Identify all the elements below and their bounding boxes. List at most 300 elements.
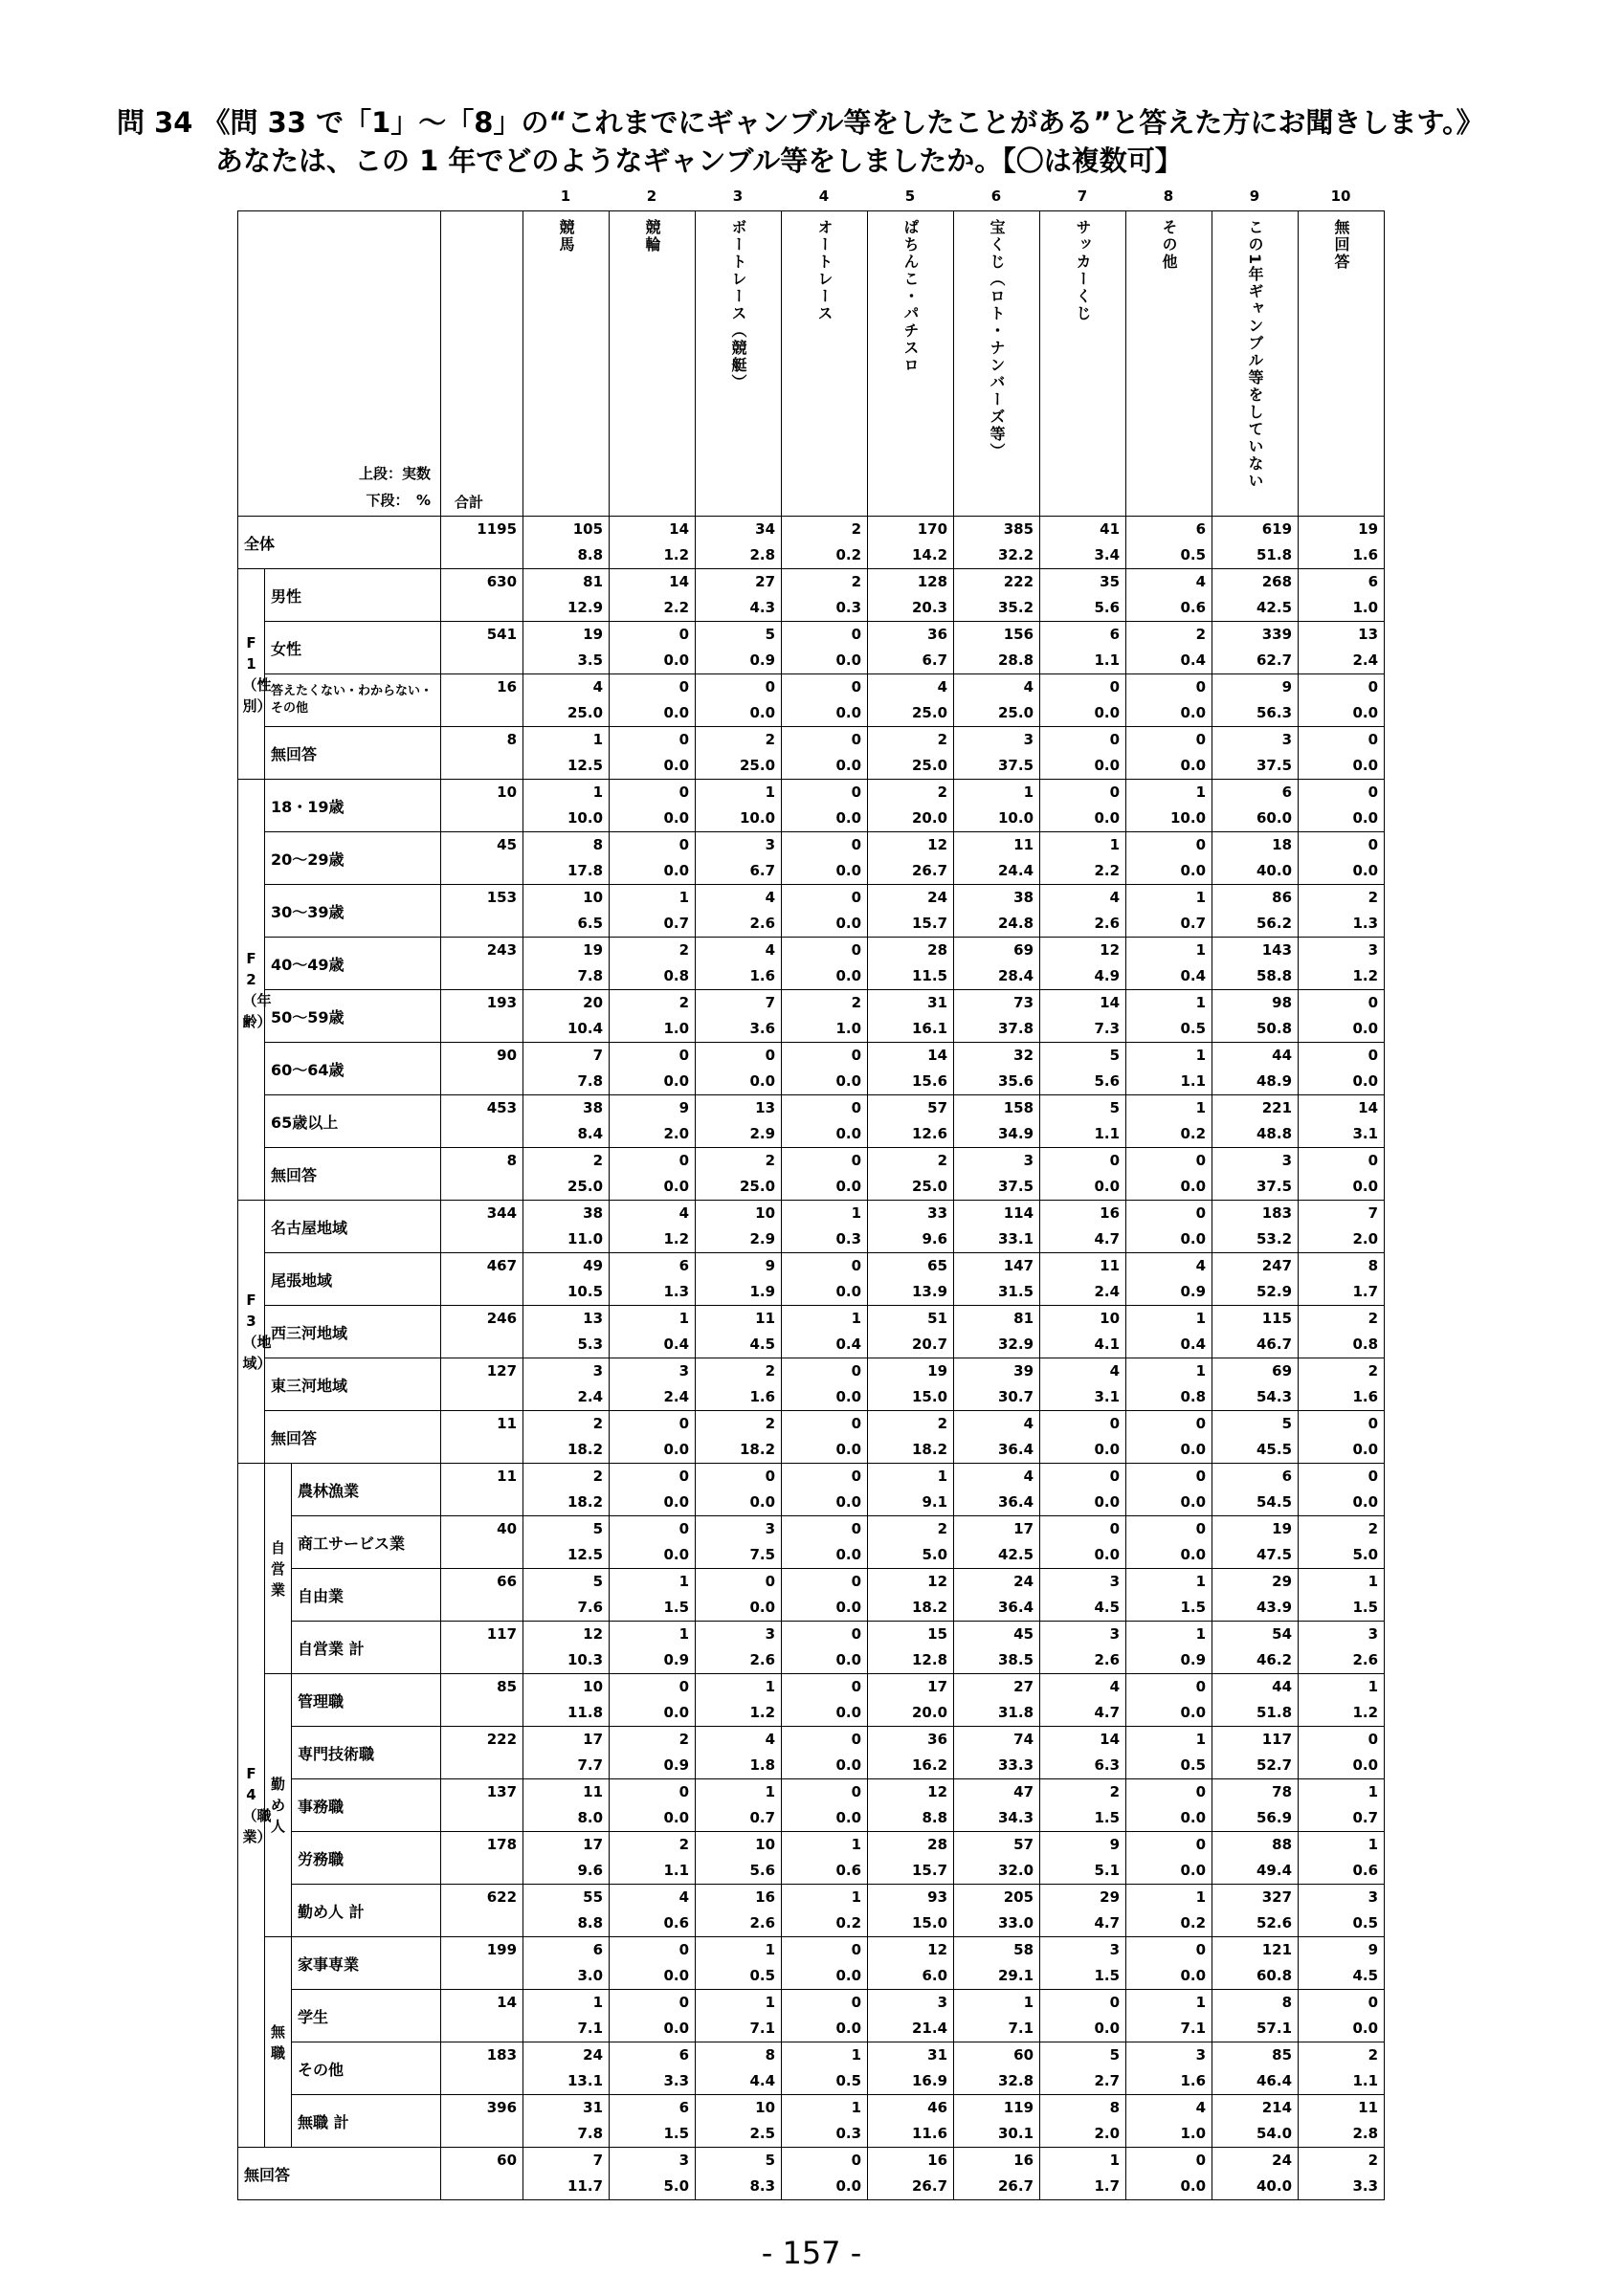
count-value: 1 bbox=[851, 2046, 862, 2064]
data-cell bbox=[610, 674, 696, 727]
percent-value: 32.8 bbox=[998, 2072, 1034, 2089]
data-cell bbox=[1040, 938, 1126, 990]
table-row bbox=[238, 569, 1385, 622]
count-value: 1 bbox=[592, 731, 604, 748]
percent-value: 0.0 bbox=[835, 1178, 862, 1195]
percent-value: 7.1 bbox=[577, 2020, 604, 2037]
data-cell bbox=[1040, 1885, 1126, 1937]
count-value: 2 bbox=[937, 1520, 948, 1537]
column-header bbox=[1040, 211, 1126, 517]
data-cell bbox=[782, 622, 868, 674]
percent-value: 1.5 bbox=[663, 1599, 690, 1616]
table-row bbox=[238, 1937, 1385, 1990]
percent-value: 53.2 bbox=[1256, 1230, 1293, 1247]
count-value: 5 bbox=[592, 1573, 604, 1590]
count-value: 19 bbox=[583, 626, 604, 643]
data-cell bbox=[782, 2095, 868, 2148]
percent-value: 2.2 bbox=[1094, 862, 1121, 879]
percent-value: 26.7 bbox=[912, 862, 948, 879]
column-header bbox=[1299, 211, 1385, 517]
count-value: 35 bbox=[1100, 573, 1121, 590]
count-value: 1 bbox=[851, 1310, 862, 1327]
count-value: 1 bbox=[851, 2099, 862, 2116]
count-value: 1 bbox=[1367, 1678, 1379, 1695]
data-cell bbox=[1299, 1727, 1385, 1779]
percent-value: 11.5 bbox=[912, 967, 948, 984]
data-cell bbox=[523, 885, 610, 938]
count-value: 0 bbox=[851, 678, 862, 695]
data-cell bbox=[1040, 1674, 1126, 1727]
data-cell bbox=[610, 1306, 696, 1358]
data-cell bbox=[523, 1674, 610, 1727]
count-value: 15 bbox=[927, 1625, 948, 1643]
percent-value: 0.8 bbox=[1180, 1388, 1207, 1405]
data-cell bbox=[523, 832, 610, 885]
data-cell bbox=[1126, 622, 1212, 674]
count-value: 0 bbox=[1195, 1520, 1207, 1537]
percent-value: 1.2 bbox=[1352, 1704, 1379, 1721]
data-cell bbox=[954, 1990, 1040, 2042]
count-value: 4 bbox=[1023, 1415, 1034, 1432]
percent-value: 0.9 bbox=[1180, 1651, 1207, 1668]
count-value: 143 bbox=[1261, 941, 1293, 959]
count-value: 1 bbox=[765, 1678, 776, 1695]
count-value: 0 bbox=[678, 731, 690, 748]
data-cell bbox=[523, 674, 610, 727]
data-cell bbox=[782, 780, 868, 832]
count-value: 0 bbox=[1195, 1678, 1207, 1695]
percent-value: 24.8 bbox=[998, 915, 1034, 932]
count-value: 619 bbox=[1261, 520, 1293, 538]
data-cell bbox=[696, 938, 782, 990]
percent-value: 37.8 bbox=[998, 1020, 1034, 1037]
count-value: 0 bbox=[678, 1047, 690, 1064]
count-value: 0 bbox=[851, 1415, 862, 1432]
data-cell bbox=[1299, 1990, 1385, 2042]
data-cell bbox=[696, 1095, 782, 1148]
count-value: 12 bbox=[927, 1573, 948, 1590]
count-value: 38 bbox=[583, 1204, 604, 1222]
count-value: 1 bbox=[678, 1310, 690, 1327]
data-cell bbox=[696, 1253, 782, 1306]
count-value: 55 bbox=[583, 1888, 604, 1906]
data-cell bbox=[523, 1043, 610, 1095]
percent-value: 4.7 bbox=[1094, 1230, 1121, 1247]
data-cell bbox=[1299, 885, 1385, 938]
percent-value: 18.2 bbox=[912, 1441, 948, 1458]
count-value: 81 bbox=[583, 573, 604, 590]
row-label: 勤め人 計 bbox=[292, 1885, 441, 1937]
count-value: 17 bbox=[1013, 1520, 1034, 1537]
data-cell bbox=[868, 1516, 954, 1569]
table-row bbox=[238, 2148, 1385, 2200]
data-cell bbox=[610, 1937, 696, 1990]
count-value: 1 bbox=[1023, 784, 1034, 801]
group-label-text: F3（地域） bbox=[242, 1292, 272, 1372]
data-cell bbox=[1212, 832, 1299, 885]
total-value: 66 bbox=[497, 1573, 518, 1590]
count-value: 3 bbox=[937, 1994, 948, 2011]
percent-value: 10.0 bbox=[740, 809, 776, 827]
count-value: 14 bbox=[1358, 1099, 1379, 1116]
percent-value: 24.4 bbox=[998, 862, 1034, 879]
percent-value: 25.0 bbox=[740, 757, 776, 774]
count-value: 4 bbox=[678, 1204, 690, 1222]
data-cell bbox=[610, 1569, 696, 1622]
data-cell bbox=[1126, 1622, 1212, 1674]
percent-value: 0.9 bbox=[663, 1756, 690, 1774]
group-label bbox=[238, 780, 272, 1201]
column-header bbox=[782, 211, 868, 517]
percent-value: 26.7 bbox=[998, 2177, 1034, 2195]
data-cell bbox=[610, 2148, 696, 2200]
data-cell bbox=[1299, 674, 1385, 727]
data-cell bbox=[696, 1990, 782, 2042]
percent-value: 52.7 bbox=[1256, 1756, 1293, 1774]
percent-value: 48.8 bbox=[1256, 1125, 1293, 1142]
column-numbers bbox=[237, 188, 1384, 210]
count-value: 3 bbox=[765, 1520, 776, 1537]
table-row bbox=[238, 1306, 1385, 1358]
count-value: 1 bbox=[1195, 1362, 1207, 1380]
percent-value: 0.5 bbox=[1180, 1020, 1207, 1037]
row-label: その他 bbox=[292, 2042, 441, 2095]
data-cell bbox=[1126, 780, 1212, 832]
count-value: 4 bbox=[765, 1731, 776, 1748]
count-value: 10 bbox=[1100, 1310, 1121, 1327]
percent-value: 37.5 bbox=[1256, 1178, 1293, 1195]
count-value: 205 bbox=[1003, 1888, 1034, 1906]
count-value: 5 bbox=[765, 626, 776, 643]
table-row bbox=[238, 780, 1385, 832]
table-row bbox=[238, 2042, 1385, 2095]
total-value: 467 bbox=[486, 1257, 518, 1274]
data-cell bbox=[610, 569, 696, 622]
count-value: 0 bbox=[765, 1047, 776, 1064]
total-value: 45 bbox=[497, 836, 518, 853]
percent-value: 0.0 bbox=[1094, 809, 1121, 827]
data-cell bbox=[954, 1832, 1040, 1885]
row-label: 20～29歳 bbox=[265, 832, 441, 885]
row-label: 無回答 bbox=[265, 727, 441, 780]
data-cell bbox=[1126, 1464, 1212, 1516]
count-value: 3 bbox=[1109, 1625, 1121, 1643]
column-number: 9 bbox=[1249, 188, 1260, 205]
percent-value: 1.2 bbox=[1352, 967, 1379, 984]
percent-value: 0.0 bbox=[1352, 2020, 1379, 2037]
count-value: 2 bbox=[937, 784, 948, 801]
count-value: 268 bbox=[1261, 573, 1293, 590]
count-value: 3 bbox=[1367, 1625, 1379, 1643]
data-cell bbox=[1126, 1148, 1212, 1201]
group-label bbox=[238, 1201, 272, 1464]
data-cell bbox=[954, 780, 1040, 832]
percent-value: 1.2 bbox=[663, 1230, 690, 1247]
count-value: 4 bbox=[592, 678, 604, 695]
percent-value: 18.2 bbox=[567, 1441, 604, 1458]
data-cell bbox=[1126, 2148, 1212, 2200]
data-cell bbox=[868, 1148, 954, 1201]
count-value: 5 bbox=[1109, 1047, 1121, 1064]
percent-value: 1.0 bbox=[663, 1020, 690, 1037]
percent-value: 0.0 bbox=[1180, 1178, 1207, 1195]
percent-value: 20.0 bbox=[912, 1704, 948, 1721]
row-label: 商工サービス業 bbox=[292, 1516, 441, 1569]
column-number: 10 bbox=[1330, 188, 1351, 205]
data-cell bbox=[1299, 2042, 1385, 2095]
count-value: 0 bbox=[1109, 1520, 1121, 1537]
percent-value: 15.0 bbox=[912, 1388, 948, 1405]
data-cell bbox=[696, 1464, 782, 1516]
count-value: 2 bbox=[678, 1836, 690, 1853]
count-value: 33 bbox=[927, 1204, 948, 1222]
data-cell bbox=[1299, 1358, 1385, 1411]
count-value: 12 bbox=[927, 1783, 948, 1800]
total-cell bbox=[441, 1148, 523, 1201]
table-row bbox=[238, 990, 1385, 1043]
percent-value: 0.2 bbox=[1180, 1914, 1207, 1932]
count-value: 128 bbox=[917, 573, 948, 590]
data-cell bbox=[1126, 1306, 1212, 1358]
percent-value: 12.6 bbox=[912, 1125, 948, 1142]
percent-value: 0.0 bbox=[663, 862, 690, 879]
table-row bbox=[238, 885, 1385, 938]
count-value: 47 bbox=[1013, 1783, 1034, 1800]
data-cell bbox=[1040, 2148, 1126, 2200]
data-cell bbox=[954, 1885, 1040, 1937]
percent-value: 0.6 bbox=[835, 1862, 862, 1879]
percent-value: 37.5 bbox=[998, 757, 1034, 774]
table-row bbox=[238, 727, 1385, 780]
data-cell bbox=[1299, 780, 1385, 832]
data-cell bbox=[1126, 569, 1212, 622]
percent-value: 0.0 bbox=[1352, 862, 1379, 879]
count-value: 339 bbox=[1261, 626, 1293, 643]
count-value: 4 bbox=[1109, 889, 1121, 906]
count-value: 170 bbox=[917, 520, 948, 538]
data-cell bbox=[1126, 1937, 1212, 1990]
count-value: 6 bbox=[1367, 573, 1379, 590]
percent-value: 0.0 bbox=[835, 1283, 862, 1300]
percent-value: 3.4 bbox=[1094, 546, 1121, 563]
percent-value: 1.2 bbox=[663, 546, 690, 563]
count-value: 0 bbox=[678, 1520, 690, 1537]
data-cell bbox=[1126, 1727, 1212, 1779]
data-cell bbox=[782, 1832, 868, 1885]
data-cell bbox=[1299, 2095, 1385, 2148]
count-value: 36 bbox=[927, 1731, 948, 1748]
percent-value: 2.9 bbox=[749, 1230, 776, 1247]
data-cell bbox=[1212, 1990, 1299, 2042]
percent-value: 1.6 bbox=[1180, 2072, 1207, 2089]
percent-value: 0.0 bbox=[835, 757, 862, 774]
count-value: 4 bbox=[678, 1888, 690, 1906]
percent-value: 18.2 bbox=[740, 1441, 776, 1458]
count-value: 11 bbox=[1358, 2099, 1379, 2116]
data-cell bbox=[696, 885, 782, 938]
total-cell bbox=[441, 674, 523, 727]
percent-value: 0.0 bbox=[663, 1809, 690, 1826]
count-value: 0 bbox=[1367, 994, 1379, 1011]
count-value: 0 bbox=[1195, 836, 1207, 853]
column-header-label: サッカーくじ bbox=[1074, 219, 1093, 322]
data-cell bbox=[954, 990, 1040, 1043]
data-cell bbox=[868, 2095, 954, 2148]
count-value: 41 bbox=[1100, 520, 1121, 538]
data-cell bbox=[1126, 1201, 1212, 1253]
count-value: 0 bbox=[678, 1415, 690, 1432]
data-cell bbox=[1299, 1569, 1385, 1622]
group-label-text: 勤め人 bbox=[270, 1776, 285, 1835]
data-cell bbox=[868, 2042, 954, 2095]
count-value: 28 bbox=[927, 1836, 948, 1853]
total-value: 11 bbox=[497, 1468, 518, 1485]
percent-value: 58.8 bbox=[1256, 967, 1293, 984]
percent-value: 0.9 bbox=[1180, 1283, 1207, 1300]
data-cell bbox=[523, 622, 610, 674]
percent-value: 0.0 bbox=[835, 915, 862, 932]
data-cell bbox=[1212, 938, 1299, 990]
data-cell bbox=[610, 1990, 696, 2042]
table-row bbox=[238, 1148, 1385, 1201]
data-cell bbox=[610, 1516, 696, 1569]
column-number: 7 bbox=[1077, 188, 1088, 205]
percent-value: 0.0 bbox=[663, 704, 690, 721]
percent-value: 20.7 bbox=[912, 1336, 948, 1353]
total-cell bbox=[441, 727, 523, 780]
percent-value: 12.9 bbox=[567, 599, 604, 616]
data-cell bbox=[868, 1674, 954, 1727]
count-value: 74 bbox=[1013, 1731, 1034, 1748]
data-cell bbox=[696, 517, 782, 569]
count-value: 1 bbox=[1195, 994, 1207, 1011]
column-header bbox=[1212, 211, 1299, 517]
count-value: 10 bbox=[755, 1204, 776, 1222]
data-cell bbox=[782, 938, 868, 990]
data-cell bbox=[782, 1937, 868, 1990]
total-value: 117 bbox=[486, 1625, 518, 1643]
count-value: 0 bbox=[851, 941, 862, 959]
count-value: 0 bbox=[1195, 678, 1207, 695]
data-cell bbox=[696, 2148, 782, 2200]
count-value: 1 bbox=[1195, 1994, 1207, 2011]
data-cell bbox=[782, 1674, 868, 1727]
percent-value: 1.6 bbox=[749, 1388, 776, 1405]
row-label: 尾張地域 bbox=[265, 1253, 441, 1306]
percent-value: 32.2 bbox=[998, 546, 1034, 563]
data-cell bbox=[954, 1674, 1040, 1727]
percent-value: 0.0 bbox=[1352, 1493, 1379, 1511]
percent-value: 0.4 bbox=[835, 1336, 862, 1353]
group-label-text: 自営業 bbox=[270, 1538, 285, 1599]
data-cell bbox=[1299, 1411, 1385, 1464]
count-value: 4 bbox=[937, 678, 948, 695]
count-value: 1 bbox=[1195, 1731, 1207, 1748]
data-cell bbox=[868, 1779, 954, 1832]
table-row bbox=[238, 622, 1385, 674]
count-value: 44 bbox=[1272, 1047, 1293, 1064]
total-cell bbox=[441, 1569, 523, 1622]
data-cell bbox=[1040, 1358, 1126, 1411]
percent-value: 37.5 bbox=[998, 1178, 1034, 1195]
data-cell bbox=[696, 1569, 782, 1622]
total-cell bbox=[441, 1832, 523, 1885]
data-cell bbox=[1212, 1727, 1299, 1779]
count-value: 17 bbox=[583, 1731, 604, 1748]
row-label: 管理職 bbox=[292, 1674, 441, 1727]
row-label: 全体 bbox=[238, 517, 441, 569]
count-value: 0 bbox=[765, 678, 776, 695]
percent-value: 46.7 bbox=[1256, 1336, 1293, 1353]
percent-value: 10.5 bbox=[567, 1283, 604, 1300]
percent-value: 51.8 bbox=[1256, 1704, 1293, 1721]
count-value: 119 bbox=[1003, 2099, 1034, 2116]
row-label: 18・19歳 bbox=[265, 780, 441, 832]
data-cell bbox=[954, 1201, 1040, 1253]
percent-value: 48.9 bbox=[1256, 1072, 1293, 1090]
percent-value: 2.2 bbox=[663, 599, 690, 616]
count-value: 3 bbox=[1109, 1573, 1121, 1590]
percent-value: 6.7 bbox=[749, 862, 776, 879]
table-row bbox=[238, 832, 1385, 885]
count-value: 4 bbox=[1195, 2099, 1207, 2116]
percent-value: 2.6 bbox=[749, 1914, 776, 1932]
data-cell bbox=[1212, 727, 1299, 780]
count-value: 29 bbox=[1100, 1888, 1121, 1906]
percent-value: 10.3 bbox=[567, 1651, 604, 1668]
data-cell bbox=[1040, 1569, 1126, 1622]
count-value: 7 bbox=[765, 994, 776, 1011]
total-cell bbox=[441, 990, 523, 1043]
count-value: 16 bbox=[1013, 2152, 1034, 2169]
data-cell bbox=[1212, 1569, 1299, 1622]
percent-value: 10.4 bbox=[567, 1020, 604, 1037]
data-cell bbox=[1040, 990, 1126, 1043]
percent-value: 4.4 bbox=[749, 2072, 776, 2089]
data-cell bbox=[1040, 832, 1126, 885]
data-cell bbox=[1212, 1411, 1299, 1464]
percent-value: 0.0 bbox=[835, 1072, 862, 1090]
total-cell bbox=[441, 1095, 523, 1148]
count-value: 0 bbox=[851, 836, 862, 853]
percent-value: 32.0 bbox=[998, 1862, 1034, 1879]
count-value: 13 bbox=[583, 1310, 604, 1327]
percent-value: 5.3 bbox=[577, 1336, 604, 1353]
total-value: 8 bbox=[506, 731, 518, 748]
count-value: 86 bbox=[1272, 889, 1293, 906]
column-number: 4 bbox=[818, 188, 830, 205]
total-cell bbox=[441, 1253, 523, 1306]
percent-value: 1.6 bbox=[1352, 546, 1379, 563]
percent-value: 9.6 bbox=[922, 1230, 948, 1247]
percent-value: 0.0 bbox=[835, 2020, 862, 2037]
data-cell bbox=[954, 1569, 1040, 1622]
data-cell bbox=[523, 1779, 610, 1832]
percent-value: 33.3 bbox=[998, 1756, 1034, 1774]
percent-value: 0.7 bbox=[663, 915, 690, 932]
count-value: 0 bbox=[765, 1573, 776, 1590]
data-cell bbox=[782, 832, 868, 885]
count-value: 85 bbox=[1272, 2046, 1293, 2064]
percent-value: 0.0 bbox=[663, 1072, 690, 1090]
percent-value: 40.0 bbox=[1256, 862, 1293, 879]
data-cell bbox=[696, 990, 782, 1043]
total-value: 222 bbox=[486, 1731, 518, 1748]
row-label: 東三河地域 bbox=[265, 1358, 441, 1411]
data-cell bbox=[1126, 1411, 1212, 1464]
count-value: 2 bbox=[937, 731, 948, 748]
percent-value: 0.0 bbox=[1180, 704, 1207, 721]
